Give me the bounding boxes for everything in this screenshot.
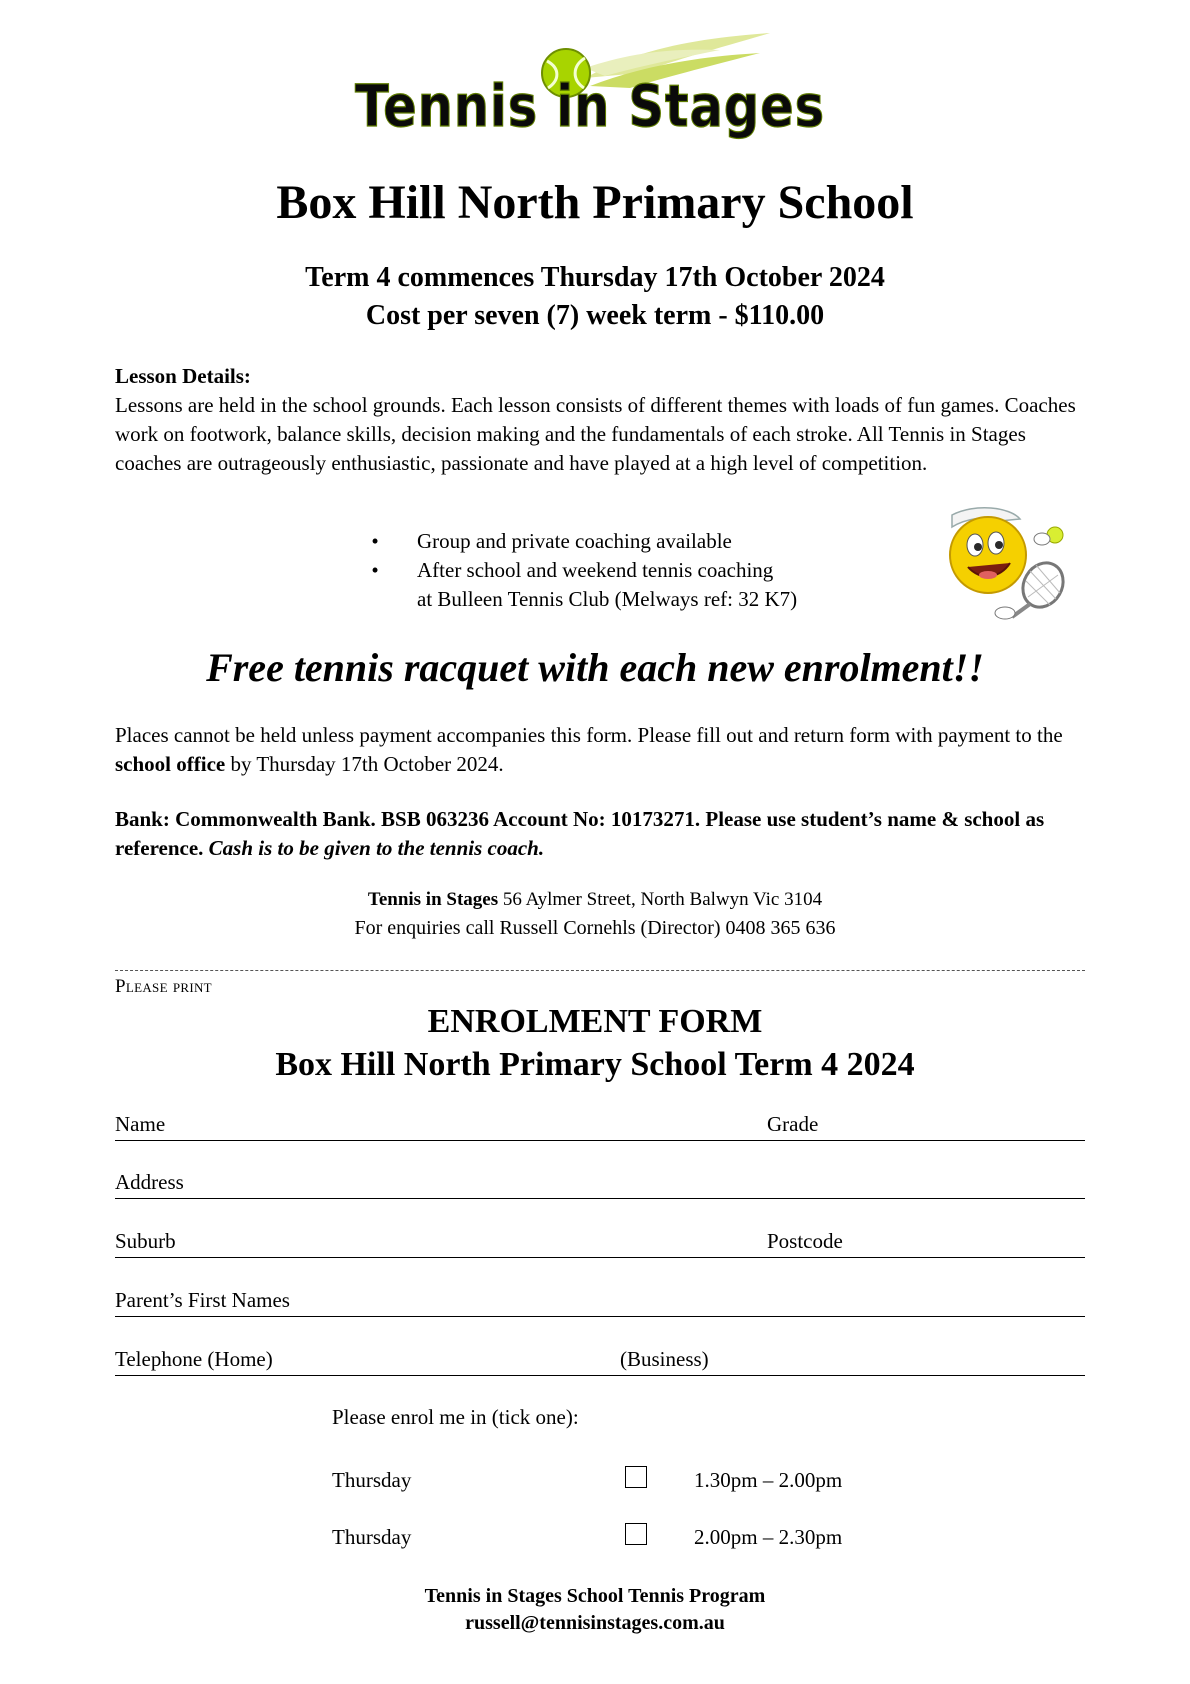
parent-names-field[interactable] — [115, 1286, 1085, 1317]
payment-deadline-text: by Thursday 17th October 2024. — [225, 752, 504, 776]
form-title: ENROLMENT FORM — [427, 1003, 763, 1040]
term-cost-line: Cost per seven (7) week term - $110.00 — [365, 300, 825, 331]
bullet-icon: • — [371, 529, 379, 553]
company-name: Tennis in Stages — [367, 889, 499, 910]
enquiries-line: For enquiries call Russell Cornehls (Director) 0408 365 636 — [354, 917, 836, 939]
footer-email[interactable]: russell@tennisinstages.com.au — [465, 1612, 725, 1634]
cut-line-divider — [115, 970, 1085, 971]
free-racquet-promo: Free tennis racquet with each new enrolment!! — [206, 645, 984, 690]
suburb-field[interactable] — [115, 1227, 1085, 1258]
name-label: Name — [115, 1112, 166, 1136]
footer-program-name: Tennis in Stages School Tennis Program — [424, 1585, 766, 1607]
contact-details — [0, 886, 1190, 942]
session-day: Thursday — [332, 1468, 412, 1492]
name-field[interactable] — [115, 1110, 1085, 1141]
please-print-label: Please print — [115, 976, 212, 997]
address-field[interactable] — [115, 1168, 1085, 1199]
bullet-icon: • — [371, 558, 379, 582]
list-item — [365, 556, 885, 614]
address-label: Address — [115, 1170, 184, 1194]
smiley-tennis-mascot-icon — [930, 505, 1070, 623]
logo-wordmark: Tennis in Stages — [355, 72, 825, 140]
footer — [0, 1583, 1190, 1637]
session-option-row — [332, 1466, 932, 1496]
session-option-row — [332, 1523, 932, 1553]
payment-instructions-text: Places cannot be held unless payment accompanies this form. Please fill out and return form with payment to the — [115, 723, 1063, 747]
session-checkbox[interactable] — [625, 1523, 647, 1545]
telephone-field[interactable] — [115, 1345, 1085, 1376]
lesson-details-body: Lessons are held in the school grounds. Each lesson consists of different themes with loads of fun games. Coaches work on footwork, balance skills, decision making and the fundamentals of each stroke. All Tennis in Stages coaches are outrageously enthusiastic, passionate and have played at a high level of competition. — [115, 393, 1076, 475]
company-address: 56 Aylmer Street, North Balwyn Vic 3104 — [498, 889, 823, 910]
lesson-details-heading: Lesson Details: — [115, 364, 251, 388]
school-title: Box Hill North Primary School — [276, 176, 914, 229]
school-office-emphasis: school office — [115, 752, 226, 776]
session-checkbox[interactable] — [625, 1466, 647, 1488]
session-time: 1.30pm – 2.00pm — [694, 1468, 843, 1492]
enrol-prompt: Please enrol me in (tick one): — [332, 1405, 579, 1429]
session-day: Thursday — [332, 1525, 412, 1549]
coaching-bullet-list — [365, 527, 885, 614]
grade-label: Grade — [767, 1112, 819, 1136]
bullet-text: After school and weekend tennis coaching — [417, 558, 774, 582]
bank-details — [115, 805, 1080, 863]
term-start-line: Term 4 commences Thursday 17th October 2024 — [305, 262, 885, 293]
postcode-label: Postcode — [767, 1229, 843, 1253]
bullet-text: Group and private coaching available — [417, 529, 732, 553]
bank-details-text: Bank: Commonwealth Bank. BSB 063236 Account No: 10173271. Please use student’s name & school as reference. — [115, 807, 1045, 860]
parent-names-label: Parent’s First Names — [115, 1288, 290, 1312]
tennis-in-stages-logo — [340, 28, 840, 148]
form-subtitle: Box Hill North Primary School Term 4 2024 — [275, 1046, 915, 1083]
lesson-details — [115, 362, 1080, 478]
telephone-home-label: Telephone (Home) — [115, 1347, 273, 1371]
payment-instructions — [115, 721, 1080, 779]
list-item — [365, 527, 885, 556]
suburb-label: Suburb — [115, 1229, 176, 1253]
bullet-subtext: at Bulleen Tennis Club (Melways ref: 32 K7) — [417, 587, 798, 611]
cash-note: Cash is to be given to the tennis coach. — [208, 836, 545, 860]
telephone-business-label: (Business) — [620, 1347, 709, 1371]
session-time: 2.00pm – 2.30pm — [694, 1525, 843, 1549]
